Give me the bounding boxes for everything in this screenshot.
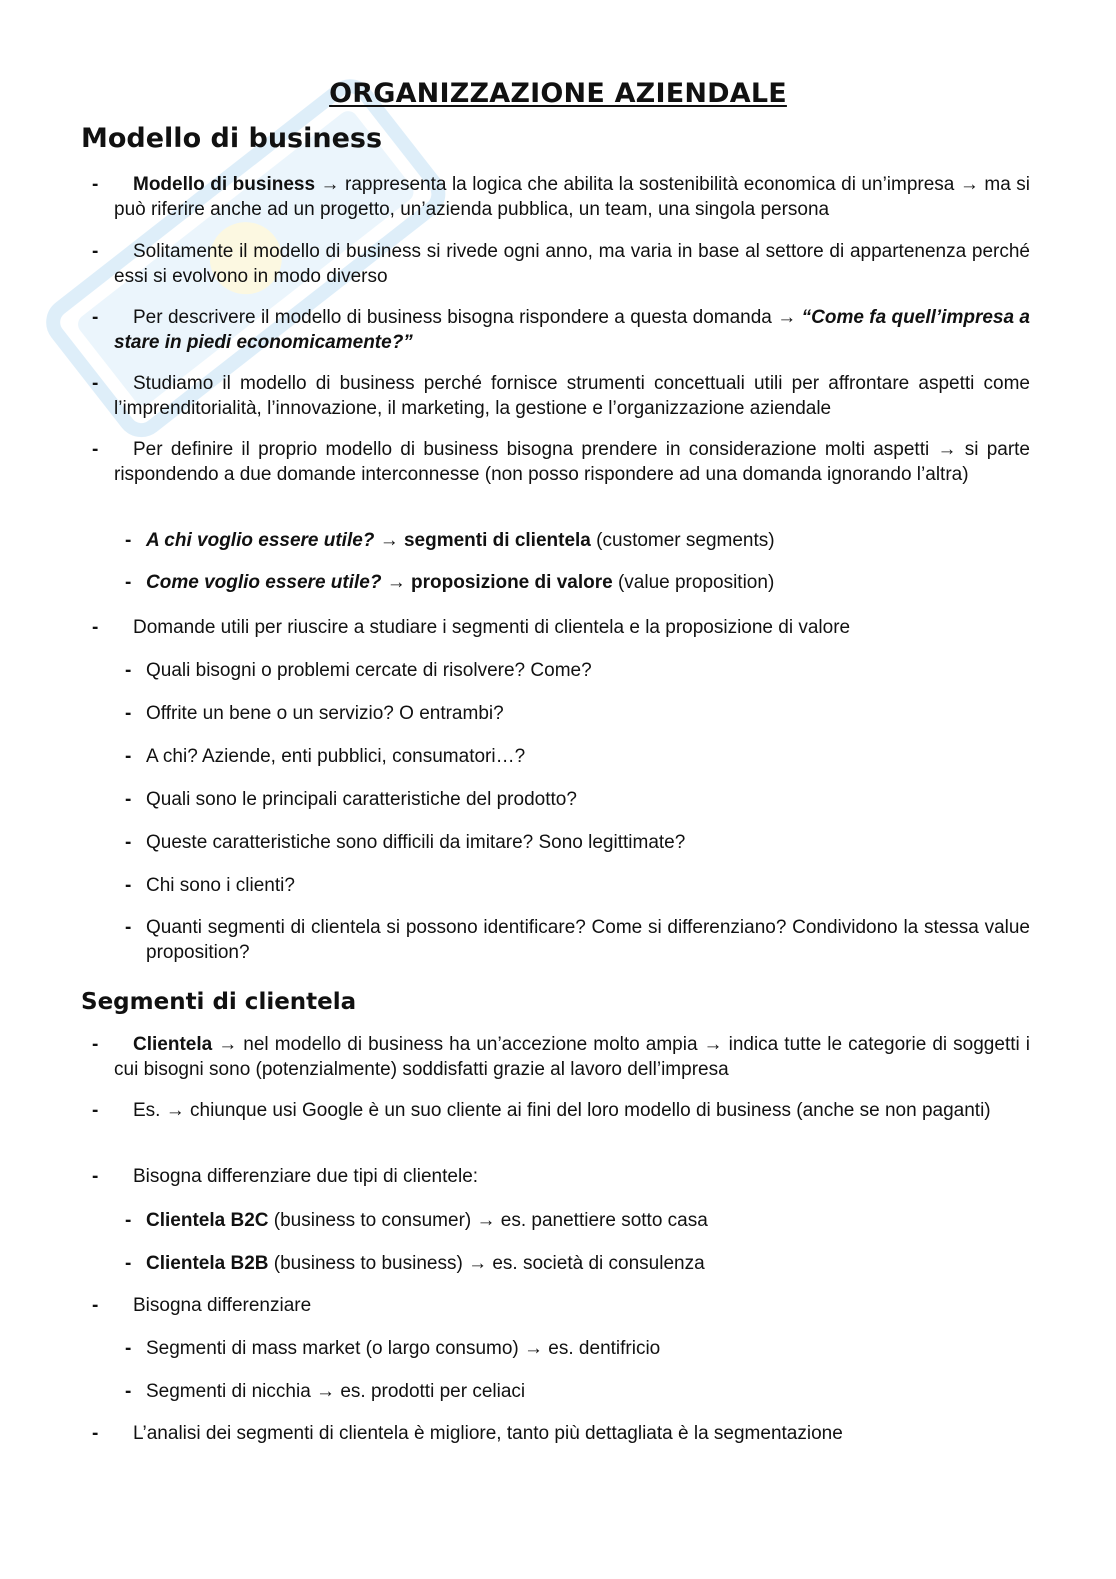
document-title: ORGANIZZAZIONE AZIENDALE <box>329 78 787 109</box>
item-text: Bisogna differenziare due tipi di clientele: <box>133 1166 479 1187</box>
item-text: (value proposition) <box>612 572 775 593</box>
question-text: Come voglio essere utile? <box>146 572 382 593</box>
item-text: → rappresenta la logica che abilita la sostenibilità economica di un’impresa → ma si può riferire anche ad un progetto, un’azienda pubblica, un team, una singola persona <box>114 174 1030 220</box>
list-item <box>114 616 1030 641</box>
sub-bullet-dash: - <box>125 1253 132 1274</box>
bullet-dash: - <box>92 1100 99 1121</box>
sub-list-item <box>146 1209 1030 1234</box>
sub-bullet-dash: - <box>125 1381 132 1402</box>
item-text: Bisogna differenziare <box>133 1295 312 1316</box>
item-text: Per definire il proprio modello di business bisogna prendere in considerazione molti aspetti → si parte rispondendo a due domande interconnesse (non posso rispondere ad una domanda ignorando l’altra) <box>114 439 1030 485</box>
sub-list-item: Chi sono i clienti? <box>146 875 295 896</box>
bold-term: Modello di business <box>133 174 316 195</box>
bullet-dash: - <box>92 1034 99 1055</box>
item-text: (business to business) → es. società di consulenza <box>268 1253 705 1274</box>
item-text: L’analisi dei segmenti di clientela è migliore, tanto più dettagliata è la segmentazione <box>133 1423 843 1444</box>
bullet-dash: - <box>92 1166 99 1187</box>
sub-list-item: Queste caratteristiche sono difficili da imitare? Sono legittimate? <box>146 832 686 853</box>
item-text: Domande utili per riuscire a studiare i segmenti di clientela e la proposizione di valore <box>133 617 851 638</box>
bullet-dash: - <box>92 1423 99 1444</box>
sub-list-item: Quali sono le principali caratteristiche del prodotto? <box>146 789 577 810</box>
sub-list-item <box>146 1252 1030 1277</box>
item-text: Solitamente il modello di business si rivede ogni anno, ma varia in base al settore di appartenenza perché essi si evolvono in modo diverso <box>114 241 1030 287</box>
bullet-dash: - <box>92 439 99 460</box>
sub-bullet-dash: - <box>125 530 132 551</box>
bullet-dash: - <box>92 241 99 262</box>
list-item <box>114 438 1030 487</box>
list-item <box>114 1099 1030 1124</box>
bullet-dash: - <box>92 307 99 328</box>
list-item <box>114 1422 1030 1447</box>
sub-list-item: Quali bisogni o problemi cercate di risolvere? Come? <box>146 660 592 681</box>
bullet-dash: - <box>92 1295 99 1316</box>
bold-term: Clientela <box>133 1034 213 1055</box>
sub-bullet-dash: - <box>125 746 132 767</box>
item-text: → nel modello di business ha un’accezione molto ampia → indica tutte le categorie di soggetti i cui bisogni sono (potenzialmente) soddisfatti grazie al lavoro dell’impresa <box>114 1034 1030 1080</box>
sub-bullet-dash: - <box>125 1338 132 1359</box>
section-heading-modello: Modello di business <box>81 123 383 154</box>
sub-bullet-dash: - <box>125 660 132 681</box>
section-heading-segmenti: Segmenti di clientela <box>81 989 357 1015</box>
answer-term: proposizione di valore <box>411 572 613 593</box>
sub-bullet-dash: - <box>125 917 132 938</box>
sub-list-item: A chi? Aziende, enti pubblici, consumatori…? <box>146 746 526 767</box>
item-text: (customer segments) <box>590 530 775 551</box>
sub-list-item <box>146 529 1030 554</box>
item-text: Per descrivere il modello di business bisogna rispondere a questa domanda → <box>133 307 802 328</box>
list-item <box>114 1294 1030 1319</box>
bullet-dash: - <box>92 373 99 394</box>
sub-list-item: Segmenti di mass market (o largo consumo) → es. dentifricio <box>146 1338 661 1359</box>
list-item <box>114 240 1030 289</box>
sub-bullet-dash: - <box>125 703 132 724</box>
list-item <box>114 1165 1030 1190</box>
list-item <box>114 372 1030 421</box>
sub-list-item <box>146 571 1030 596</box>
sub-bullet-dash: - <box>125 875 132 896</box>
bold-term: Clientela B2B <box>146 1253 269 1274</box>
item-text: (business to consumer) → es. panettiere sotto casa <box>268 1210 708 1231</box>
answer-term: segmenti di clientela <box>403 530 591 551</box>
bullet-dash: - <box>92 617 99 638</box>
sub-list-item: Segmenti di nicchia → es. prodotti per celiaci <box>146 1381 526 1402</box>
sub-bullet-dash: - <box>125 832 132 853</box>
arrow: → <box>381 572 412 593</box>
question-text: A chi voglio essere utile? <box>146 530 375 551</box>
sub-bullet-dash: - <box>125 789 132 810</box>
item-text: Es. → chiunque usi Google è un suo cliente ai fini del loro modello di business (anche se non paganti) <box>133 1100 991 1121</box>
key-question: “Come fa quell’impresa a stare in piedi economicamente?” <box>114 307 1030 353</box>
sub-bullet-dash: - <box>125 1210 132 1231</box>
item-text: Studiamo il modello di business perché fornisce strumenti concettuali utili per affrontare aspetti come l’imprenditorialità, l’innovazione, il marketing, la gestione e l’organizzazione aziendale <box>114 373 1030 419</box>
sub-list-item: Quanti segmenti di clientela si possono identificare? Come si differenziano? Condividono la stessa value proposition? <box>146 917 1030 963</box>
bullet-dash: - <box>92 174 99 195</box>
bold-term: Clientela B2C <box>146 1210 269 1231</box>
sub-bullet-dash: - <box>125 572 132 593</box>
list-item <box>114 1033 1030 1082</box>
list-item <box>114 306 1030 355</box>
sub-list-item: Offrite un bene o un servizio? O entrambi? <box>146 703 504 724</box>
arrow: → <box>374 530 404 551</box>
list-item <box>114 173 1030 222</box>
